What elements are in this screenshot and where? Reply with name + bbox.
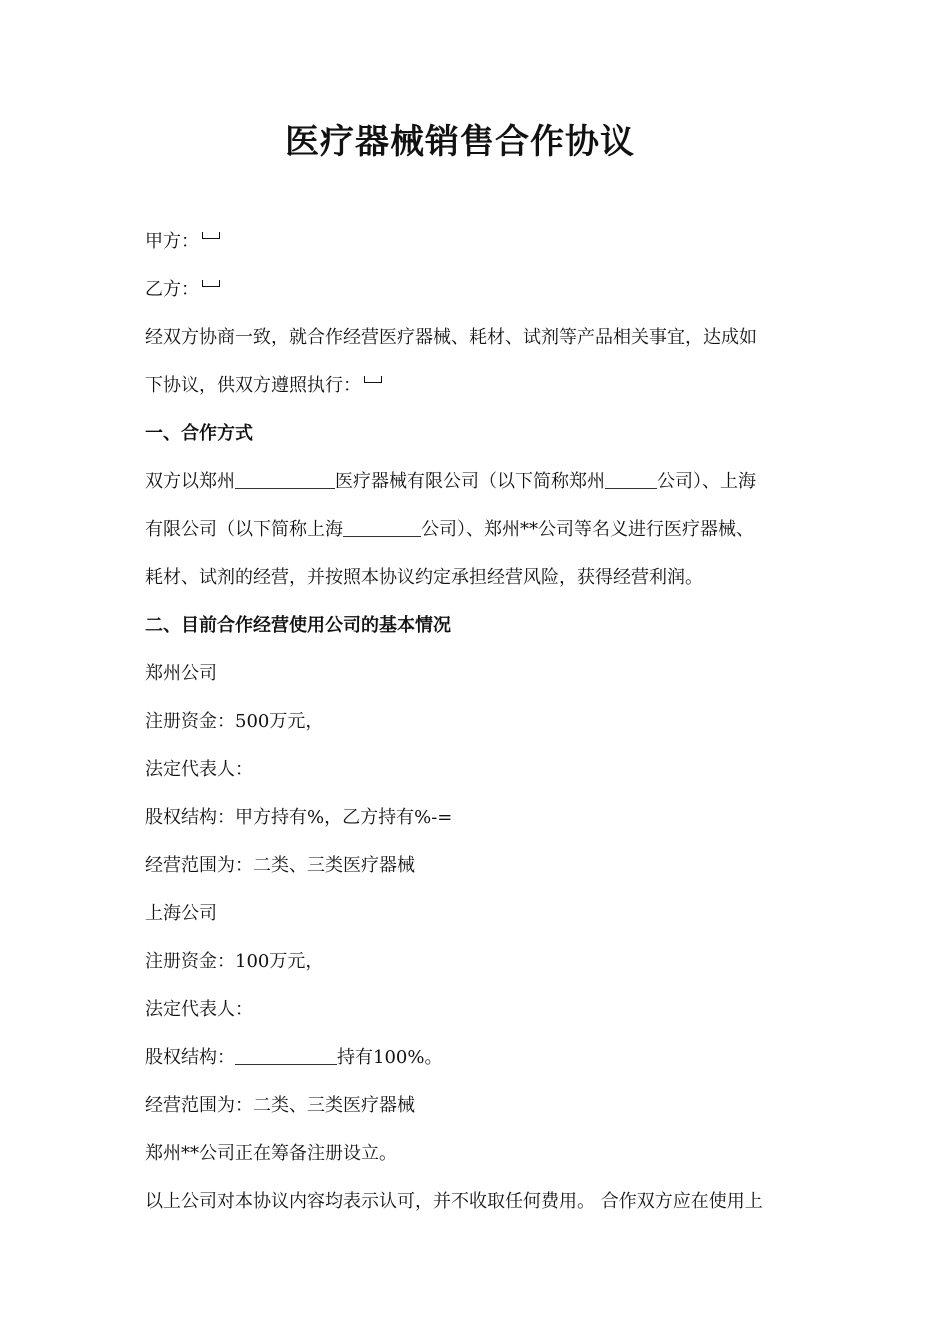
fill-blank [235,470,335,489]
fill-blank [235,1046,337,1065]
section1-text-a: 双方以郑州 [145,471,235,492]
space-mark-icon [202,280,220,287]
fill-blank [343,518,421,537]
shanghai-legal-rep: 法定代表人： [145,999,253,1020]
fill-blank [605,470,657,489]
shanghai-capital: 注册资金：100万元， [145,951,324,972]
space-mark-icon [364,376,382,383]
space-mark-icon [202,232,220,239]
shanghai-equity [145,1034,810,1082]
party-b-label: 乙方： [145,279,199,300]
zhengzhou-name: 郑州公司 [145,663,217,684]
section1-line-3: 耗材、试剂的经营，并按照本协议约定承担经营风险，获得经营利润。 [145,567,703,588]
section1-heading: 一、合作方式 [145,423,253,444]
zhengzhou-scope: 经营范围为：二类、三类医疗器械 [145,855,415,876]
intro-text-2: 下协议，供双方遵照执行： [145,375,361,396]
closing-line: 以上公司对本协议内容均表示认可，并不收取任何费用。 合作双方应在使用上 [145,1191,763,1212]
section2-heading: 二、目前合作经营使用公司的基本情况 [145,615,451,636]
party-b-line [145,266,810,314]
section1-text-b: 医疗器械有限公司（以下简称郑州 [335,471,605,492]
party-a-line [145,218,810,266]
intro-line-1: 经双方协商一致，就合作经营医疗器械、耗材、试剂等产品相关事宜，达成如 [145,327,757,348]
party-a-label: 甲方： [145,231,199,252]
section1-text-c: 公司）、上海 [657,471,756,492]
intro-line-2 [145,362,810,410]
shanghai-scope: 经营范围为：二类、三类医疗器械 [145,1095,415,1116]
section1-line-2 [145,506,810,554]
section1-text-d: 有限公司（以下简称上海 [145,519,343,540]
section1-text-e: 公司）、郑州**公司等名义进行医疗器械、 [421,519,754,540]
zhengzhou-star-note: 郑州**公司正在筹备注册设立。 [145,1143,397,1164]
shanghai-equity-label: 股权结构： [145,1047,235,1068]
document-title: 医疗器械销售合作协议 [285,122,635,162]
shanghai-equity-value: 持有100%。 [337,1047,443,1068]
section1-line-1 [145,458,810,506]
zhengzhou-capital: 注册资金：500万元， [145,711,324,732]
document-body [145,218,810,1226]
zhengzhou-legal-rep: 法定代表人： [145,759,253,780]
zhengzhou-equity: 股权结构：甲方持有%，乙方持有%-= [145,807,453,828]
shanghai-name: 上海公司 [145,903,217,924]
